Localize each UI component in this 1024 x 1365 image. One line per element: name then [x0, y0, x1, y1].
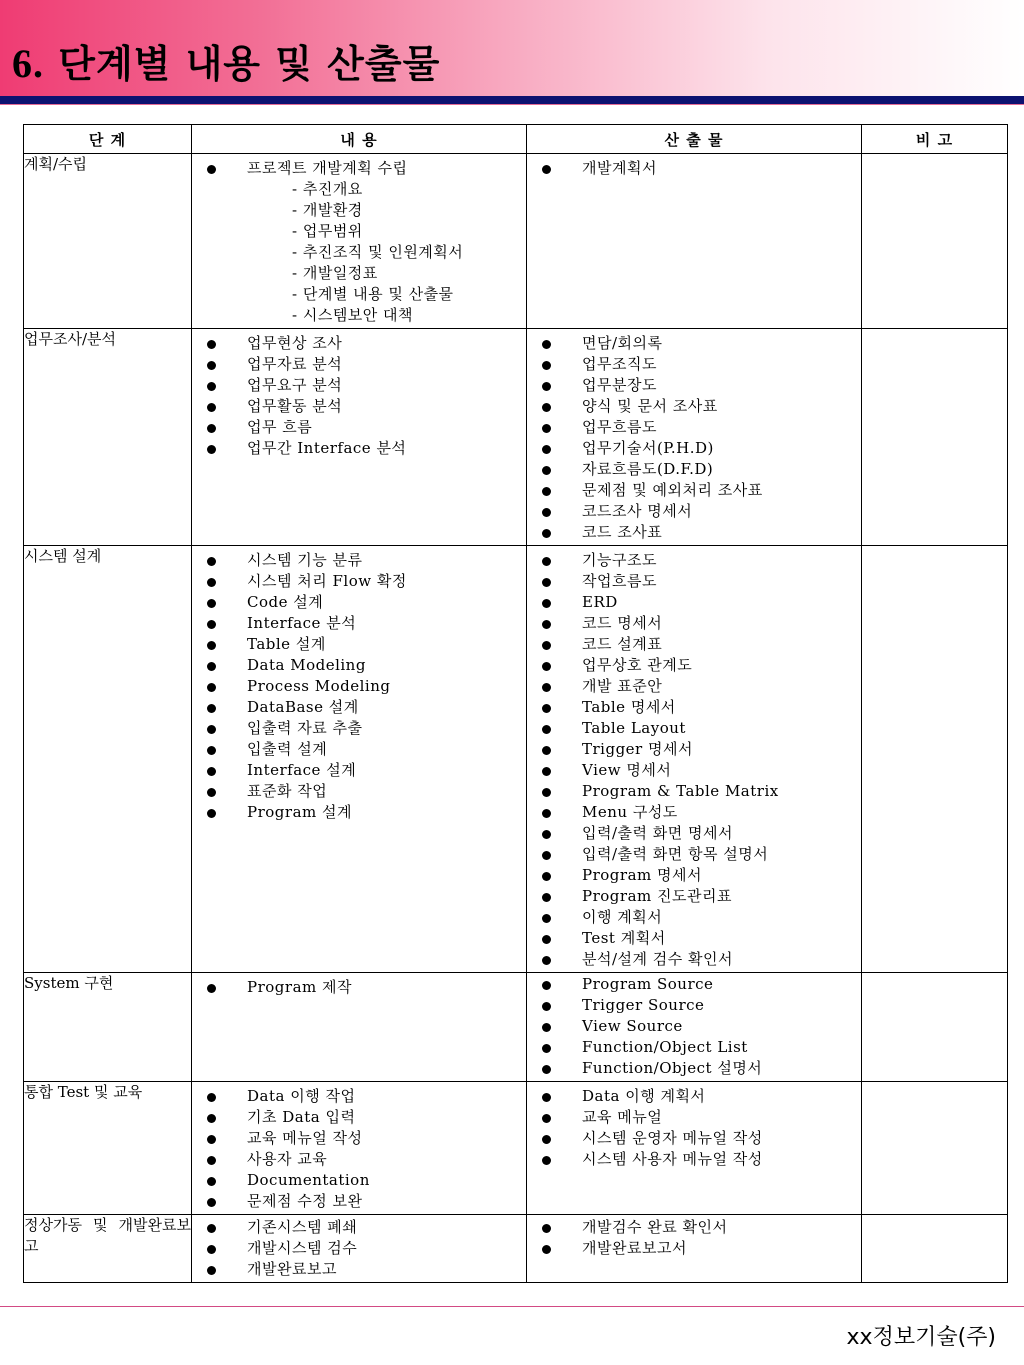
list-item: Code 설계: [202, 592, 519, 613]
stage-cell: 계획/수립: [24, 154, 192, 329]
list-item: 문제점 수정 보완: [202, 1191, 519, 1212]
bullet-icon: [542, 578, 551, 587]
bullet-icon: [542, 641, 551, 650]
sub-item: - 단계별 내용 및 산출물: [292, 285, 454, 303]
header-outputs: 산 출 물: [527, 125, 862, 154]
list-item: 업무분장도: [537, 375, 854, 396]
list-item: 표준화 작업: [202, 781, 519, 802]
list-item: Program & Table Matrix: [537, 781, 854, 802]
list-item: Program 진도관리표: [537, 886, 854, 907]
list-item: 양식 및 문서 조사표: [537, 396, 854, 417]
list-item: Program 명세서: [537, 865, 854, 886]
list-item: 시스템 사용자 메뉴얼 작성: [537, 1149, 854, 1170]
list-item: 분석/설계 검수 확인서: [537, 949, 854, 970]
bullet-icon: [542, 1002, 551, 1011]
outputs-cell: [527, 1215, 862, 1283]
list-item: Data 이행 계획서: [537, 1086, 854, 1107]
stage-cell: 정상가동 및 개발완료보고: [24, 1215, 192, 1283]
list-item: 기초 Data 입력: [202, 1107, 519, 1128]
bullet-icon: [542, 956, 551, 965]
bullet-icon: [542, 914, 551, 923]
bullet-icon: [542, 746, 551, 755]
bullet-icon: [207, 725, 216, 734]
bullet-icon: [207, 361, 216, 370]
content-cell: [192, 154, 527, 329]
list-item: Test 계획서: [537, 928, 854, 949]
stage-cell: System 구현: [24, 973, 192, 1082]
list-item: 업무자료 분석: [202, 354, 519, 375]
list-item: 입출력 설계: [202, 739, 519, 760]
stage-cell: 업무조사/분석: [24, 329, 192, 546]
bullet-icon: [207, 704, 216, 713]
table-row: [24, 1215, 1008, 1283]
title-number: 6.: [12, 41, 44, 86]
list-item: ERD: [537, 592, 854, 613]
list-item: Menu 구성도: [537, 802, 854, 823]
list-item: View Source: [537, 1016, 854, 1037]
list-item: Interface 설계: [202, 760, 519, 781]
bullet-icon: [207, 578, 216, 587]
note-cell: [862, 329, 1008, 546]
list-item: Program 제작: [202, 977, 519, 998]
list-item: Trigger Source: [537, 995, 854, 1016]
list-item: Documentation: [202, 1170, 519, 1191]
bullet-icon: [542, 1093, 551, 1102]
list-item: 작업흐름도: [537, 571, 854, 592]
table-header-row: [24, 125, 1008, 154]
list-item: 개발 표준안: [537, 676, 854, 697]
list-item: 개발시스템 검수: [202, 1238, 519, 1259]
bullet-icon: [207, 557, 216, 566]
sub-item: - 업무범위: [292, 222, 363, 240]
bullet-icon: [542, 981, 551, 990]
outputs-cell: [527, 546, 862, 973]
bullet-icon: [207, 788, 216, 797]
content-cell: [192, 1215, 527, 1283]
bullet-icon: [207, 1266, 216, 1275]
sub-item: - 개발환경: [292, 201, 363, 219]
list-item: 입력/출력 화면 명세서: [537, 823, 854, 844]
list-item: 업무기술서(P.H.D): [537, 438, 854, 459]
content-cell: [192, 329, 527, 546]
bullet-icon: [542, 809, 551, 818]
sub-item: - 추진개요: [292, 180, 363, 198]
bullet-icon: [542, 788, 551, 797]
list-item: 개발완료보고: [202, 1259, 519, 1280]
bullet-icon: [207, 403, 216, 412]
note-cell: [862, 1082, 1008, 1215]
bullet-icon: [542, 165, 551, 174]
list-item: 기능구조도: [537, 550, 854, 571]
list-item: 개발완료보고서: [537, 1238, 854, 1259]
bullet-icon: [542, 893, 551, 902]
list-item: 업무요구 분석: [202, 375, 519, 396]
sub-item: - 추진조직 및 인원계획서: [292, 243, 464, 261]
bullet-icon: [542, 424, 551, 433]
content-cell: [192, 546, 527, 973]
bullet-icon: [207, 662, 216, 671]
title-text: 단계별 내용 및 산출물: [58, 42, 441, 86]
bullet-icon: [207, 746, 216, 755]
table-row: [24, 329, 1008, 546]
list-item: 코드 조사표: [537, 522, 854, 543]
phase-table: [23, 124, 1008, 1283]
footer-divider: [0, 1306, 1024, 1307]
list-item: 시스템 기능 분류: [202, 550, 519, 571]
bullet-icon: [542, 1114, 551, 1123]
outputs-cell: [527, 329, 862, 546]
list-item: Table 설계: [202, 634, 519, 655]
sub-item: - 개발일정표: [292, 264, 378, 282]
list-item: Process Modeling: [202, 676, 519, 697]
list-item: 자료흐름도(D.F.D): [537, 459, 854, 480]
bullet-icon: [207, 1114, 216, 1123]
bullet-icon: [542, 1065, 551, 1074]
list-item: 코드 설계표: [537, 634, 854, 655]
table-row: [24, 1082, 1008, 1215]
bullet-icon: [542, 830, 551, 839]
bullet-icon: [542, 767, 551, 776]
bullet-icon: [542, 935, 551, 944]
bullet-icon: [542, 466, 551, 475]
note-cell: [862, 1215, 1008, 1283]
list-item: Program 설계: [202, 802, 519, 823]
note-cell: [862, 546, 1008, 973]
list-item: 교육 메뉴얼 작성: [202, 1128, 519, 1149]
bullet-icon: [542, 1245, 551, 1254]
bullet-icon: [542, 704, 551, 713]
bullet-icon: [542, 851, 551, 860]
list-item: 개발검수 완료 확인서: [537, 1217, 854, 1238]
header-content: 내 용: [192, 125, 527, 154]
list-item: 기존시스템 폐쇄: [202, 1217, 519, 1238]
bullet-icon: [207, 340, 216, 349]
bullet-icon: [207, 1177, 216, 1186]
table-row: [24, 154, 1008, 329]
bullet-icon: [207, 767, 216, 776]
bullet-icon: [542, 1044, 551, 1053]
bullet-icon: [542, 382, 551, 391]
bullet-icon: [542, 683, 551, 692]
list-item: DataBase 설계: [202, 697, 519, 718]
list-item: 업무간 Interface 분석: [202, 438, 519, 459]
header-note: 비 고: [862, 125, 1008, 154]
list-item: 면담/회의록: [537, 333, 854, 354]
bullet-icon: [207, 1135, 216, 1144]
bullet-icon: [207, 424, 216, 433]
bullet-icon: [207, 1093, 216, 1102]
content-cell: [192, 973, 527, 1082]
bullet-icon: [542, 599, 551, 608]
bullet-icon: [542, 403, 551, 412]
list-item: View 명세서: [537, 760, 854, 781]
bullet-icon: [207, 1198, 216, 1207]
list-item: Table 명세서: [537, 697, 854, 718]
bullet-icon: [542, 1224, 551, 1233]
bullet-icon: [207, 599, 216, 608]
list-item: 업무 흐름: [202, 417, 519, 438]
bullet-icon: [542, 872, 551, 881]
bullet-icon: [207, 382, 216, 391]
list-item: 업무흐름도: [537, 417, 854, 438]
note-cell: [862, 973, 1008, 1082]
list-item: 개발계획서: [537, 158, 854, 179]
bullet-icon: [207, 984, 216, 993]
page-title: [12, 38, 440, 90]
list-item: 코드조사 명세서: [537, 501, 854, 522]
bullet-icon: [542, 725, 551, 734]
bullet-icon: [207, 1156, 216, 1165]
bullet-icon: [207, 1224, 216, 1233]
bullet-icon: [542, 1156, 551, 1165]
bullet-icon: [207, 165, 216, 174]
list-item: 업무활동 분석: [202, 396, 519, 417]
outputs-cell: [527, 154, 862, 329]
list-item: Program Source: [537, 974, 854, 995]
list-item: Data 이행 작업: [202, 1086, 519, 1107]
list-item: 시스템 운영자 메뉴얼 작성: [537, 1128, 854, 1149]
note-cell: [862, 154, 1008, 329]
list-item: Data Modeling: [202, 655, 519, 676]
list-item: 업무현상 조사: [202, 333, 519, 354]
bullet-icon: [542, 340, 551, 349]
stage-cell: 시스템 설계: [24, 546, 192, 973]
bullet-icon: [207, 1245, 216, 1254]
bullet-icon: [542, 620, 551, 629]
bullet-icon: [207, 620, 216, 629]
list-item: 입출력 자료 추출: [202, 718, 519, 739]
header-stage: 단 계: [24, 125, 192, 154]
list-item: 입력/출력 화면 항목 설명서: [537, 844, 854, 865]
bullet-icon: [542, 1023, 551, 1032]
outputs-cell: [527, 973, 862, 1082]
list-item: 업무조직도: [537, 354, 854, 375]
list-item: 사용자 교육: [202, 1149, 519, 1170]
bullet-icon: [542, 1135, 551, 1144]
bullet-icon: [542, 557, 551, 566]
outputs-cell: [527, 1082, 862, 1215]
table-row: [24, 546, 1008, 973]
table-row: [24, 973, 1008, 1082]
bullet-icon: [207, 641, 216, 650]
list-item: 문제점 및 예외처리 조사표: [537, 480, 854, 501]
bullet-icon: [542, 662, 551, 671]
bullet-icon: [542, 487, 551, 496]
bullet-icon: [542, 529, 551, 538]
company-name: xx정보기술(주): [846, 1325, 996, 1350]
list-item: 코드 명세서: [537, 613, 854, 634]
list-item: 업무상호 관계도: [537, 655, 854, 676]
list-item: 이행 계획서: [537, 907, 854, 928]
list-item: Function/Object List: [537, 1037, 854, 1058]
sub-item: - 시스템보안 대책: [292, 306, 414, 324]
list-item: Trigger 명세서: [537, 739, 854, 760]
stage-cell: 통합 Test 및 교육: [24, 1082, 192, 1215]
header-divider: [0, 96, 1024, 104]
bullet-icon: [542, 361, 551, 370]
bullet-icon: [207, 683, 216, 692]
bullet-icon: [542, 445, 551, 454]
bullet-icon: [207, 809, 216, 818]
list-item: 시스템 처리 Flow 확정: [202, 571, 519, 592]
bullet-icon: [207, 445, 216, 454]
list-item: Table Layout: [537, 718, 854, 739]
content-cell: [192, 1082, 527, 1215]
bullet-icon: [542, 508, 551, 517]
list-item: 교육 메뉴얼: [537, 1107, 854, 1128]
header-divider-accent: [0, 104, 1024, 105]
list-item: Interface 분석: [202, 613, 519, 634]
list-item: Function/Object 설명서: [537, 1058, 854, 1079]
list-item: 프로젝트 개발계획 수립 - 추진개요 - 개발환경 - 업무범위 - 추진조직 및 인원계획서 - 개발일정표 - 단계별 내용 및 산출물 - 시스템보안 대책: [202, 158, 519, 326]
